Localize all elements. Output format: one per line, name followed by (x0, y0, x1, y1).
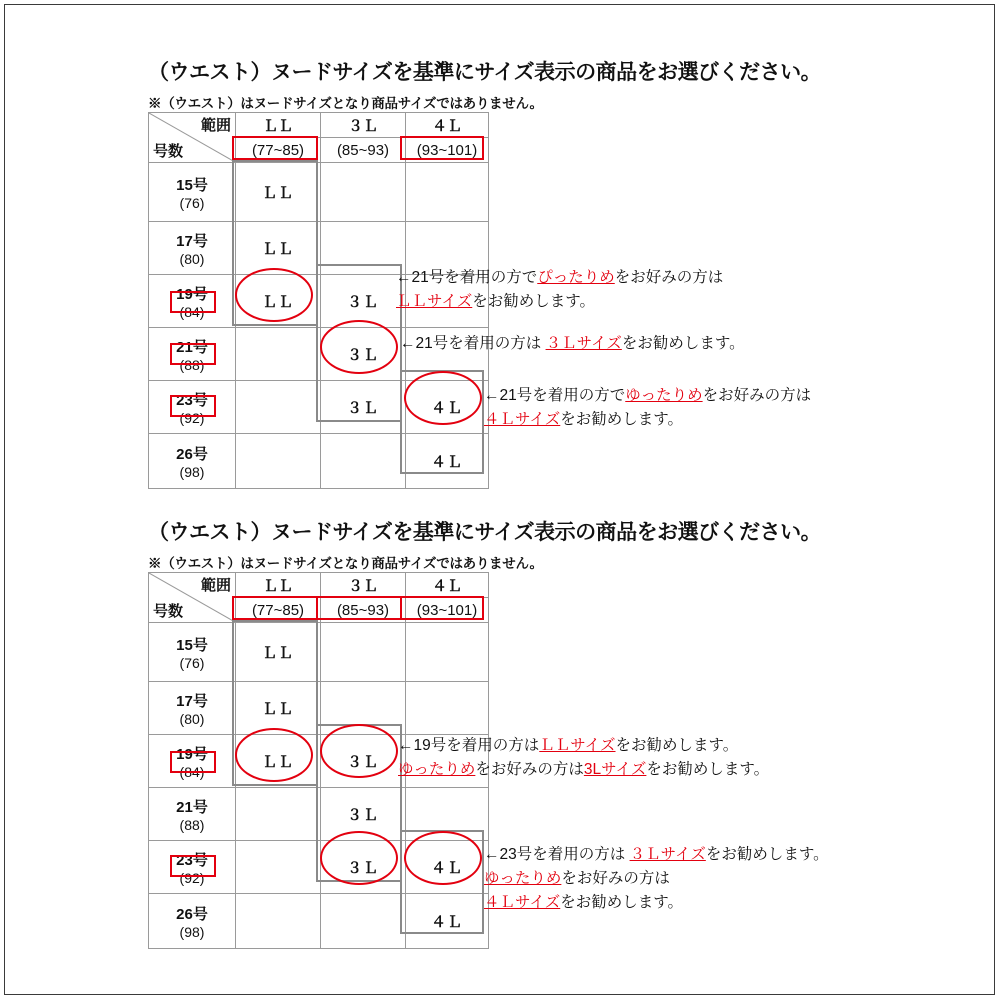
row-size: 23号 (176, 391, 208, 409)
recommend-ellipse-4l (404, 831, 482, 885)
note-seg: ←21号を着用の方は (400, 335, 546, 352)
row-nude: (92) (179, 409, 205, 426)
recommend-ellipse-4l (404, 371, 482, 425)
note-seg: ぴったりめ (537, 269, 615, 286)
note-seg: をお勧めします。 (560, 411, 684, 429)
note-seg: ４Ｌサイズ (484, 411, 561, 429)
note-seg: をお好みの方は (475, 761, 584, 779)
cell-4l (406, 682, 489, 735)
range-highlight-4l (400, 596, 484, 620)
note-line (484, 891, 829, 915)
cell-ll: ＬＬ (236, 735, 321, 788)
corner-top-label: 範囲 (200, 117, 231, 134)
note-line (484, 843, 829, 867)
row-nude: (80) (179, 250, 205, 267)
cell-3l: ３Ｌ (321, 381, 406, 434)
note-seg: をお勧めします。 (615, 737, 739, 754)
note-3 (484, 384, 811, 432)
note-line (398, 758, 769, 782)
range-highlight-ll (232, 136, 318, 160)
row-nude: (76) (179, 654, 205, 671)
cell-ll (236, 894, 321, 949)
table-header-row (149, 573, 489, 598)
note-line (400, 332, 745, 356)
col-header-ll: ＬＬ (236, 113, 321, 138)
table-row (149, 623, 489, 682)
nude-highlight-84 (170, 751, 216, 773)
row-nude: (84) (179, 763, 205, 780)
note-seg: ３Ｌサイズ (545, 335, 622, 352)
row-size: 19号 (176, 285, 208, 303)
cell-3l: ３Ｌ (321, 788, 406, 841)
note-2 (400, 332, 745, 356)
note-seg: ←21号を着用の方で (396, 269, 538, 286)
col-header-4l: ４Ｌ (406, 113, 489, 138)
note-seg: ３Ｌサイズ (629, 846, 706, 863)
corner-bottom-label: 号数 (153, 603, 184, 620)
note-1 (396, 266, 723, 314)
cell-3l (321, 894, 406, 949)
cell-3l: ３Ｌ (321, 275, 406, 328)
note-line (398, 734, 769, 758)
cell-3l: ３Ｌ (321, 735, 406, 788)
cell-4l: ４Ｌ (406, 381, 489, 434)
cell-ll (236, 788, 321, 841)
cell-3l: ３Ｌ (321, 841, 406, 894)
cell-ll (236, 328, 321, 381)
row-label-cell (149, 222, 236, 275)
note-seg: をお勧めします。 (560, 894, 684, 912)
recommend-ellipse-ll (235, 728, 313, 782)
table-corner (149, 573, 236, 623)
row-size: 17号 (176, 232, 208, 250)
note-seg: ＬＬサイズ (539, 737, 616, 754)
cell-3l (321, 623, 406, 682)
col-range-ll: (77~85) (236, 598, 321, 623)
row-size: 15号 (176, 636, 208, 654)
cell-4l: ４Ｌ (406, 841, 489, 894)
col-range-ll: (77~85) (236, 138, 321, 163)
note-line (396, 290, 723, 314)
recommend-ellipse-3l-19 (320, 724, 398, 778)
note-seg: をお好みの方は (561, 870, 670, 888)
nude-highlight-92 (170, 395, 216, 417)
note-seg: をお好みの方は (614, 269, 724, 286)
block-subtitle: ※（ウエスト）はヌードサイズとなり商品サイズではありません。 (148, 96, 543, 111)
cell-4l: ４Ｌ (406, 434, 489, 489)
cell-3l: ３Ｌ (321, 328, 406, 381)
row-nude: (92) (179, 869, 205, 886)
note-seg: をお勧めします。 (646, 761, 770, 779)
nude-highlight-88 (170, 343, 216, 365)
block-title: （ウエスト）ヌードサイズを基準にサイズ表示の商品をお選びください。 (148, 521, 822, 544)
col-range-4l: (93~101) (406, 138, 489, 163)
row-size: 21号 (176, 798, 208, 816)
note-line (396, 266, 723, 290)
corner-bottom-label: 号数 (153, 143, 184, 160)
row-label-cell (149, 788, 236, 841)
col-header-ll: ＬＬ (236, 573, 321, 598)
note-line (484, 408, 811, 432)
row-label-cell (149, 623, 236, 682)
row-label-cell (149, 434, 236, 489)
cell-ll: ＬＬ (236, 222, 321, 275)
note-1 (398, 734, 769, 782)
cell-3l (321, 434, 406, 489)
row-size: 26号 (176, 905, 208, 923)
row-size: 26号 (176, 445, 208, 463)
range-highlight-3l (316, 596, 402, 620)
row-size: 19号 (176, 745, 208, 763)
row-nude: (88) (179, 356, 205, 373)
row-label-cell (149, 163, 236, 222)
table-corner (149, 113, 236, 163)
row-label-cell (149, 894, 236, 949)
row-nude: (98) (179, 463, 205, 480)
col-range-3l: (85~93) (321, 138, 406, 163)
cell-ll: ＬＬ (236, 275, 321, 328)
row-size: 21号 (176, 338, 208, 356)
nude-highlight-84 (170, 291, 216, 313)
block-subtitle: ※（ウエスト）はヌードサイズとなり商品サイズではありません。 (148, 556, 543, 571)
row-nude: (98) (179, 923, 205, 940)
cell-ll: ＬＬ (236, 163, 321, 222)
col-header-3l: ３Ｌ (321, 573, 406, 598)
cell-ll: ＬＬ (236, 682, 321, 735)
note-seg: ＬＬサイズ (396, 293, 473, 311)
row-nude: (84) (179, 303, 205, 320)
cell-ll: ＬＬ (236, 623, 321, 682)
note-seg: ゆったりめ (484, 870, 562, 888)
row-size: 23号 (176, 851, 208, 869)
note-seg: ←23号を着用の方は (484, 846, 630, 863)
row-label-cell (149, 682, 236, 735)
note-seg: をお勧めします。 (472, 293, 596, 311)
note-2 (484, 843, 829, 915)
corner-top-label: 範囲 (200, 577, 231, 594)
row-size: 17号 (176, 692, 208, 710)
cell-ll (236, 381, 321, 434)
note-seg: ゆったりめ (398, 761, 476, 779)
range-highlight-ll (232, 596, 318, 620)
table-header-row (149, 113, 489, 138)
note-seg: をお好みの方は (702, 387, 812, 404)
note-seg: をお勧めします。 (621, 335, 745, 352)
nude-highlight-92 (170, 855, 216, 877)
cell-3l (321, 163, 406, 222)
recommend-ellipse-3l (320, 320, 398, 374)
cell-ll (236, 434, 321, 489)
recommend-ellipse-3l-23 (320, 831, 398, 885)
row-size: 15号 (176, 176, 208, 194)
note-seg: 3Lサイズ (583, 761, 647, 779)
note-seg: ４Ｌサイズ (484, 894, 561, 912)
row-nude: (76) (179, 194, 205, 211)
note-seg: ←19号を着用の方は (398, 737, 540, 754)
row-nude: (88) (179, 816, 205, 833)
cell-ll (236, 841, 321, 894)
note-seg: ←21号を着用の方で (484, 387, 626, 404)
note-seg: をお勧めします。 (705, 846, 829, 863)
range-highlight-4l (400, 136, 484, 160)
col-range-3l: (85~93) (321, 598, 406, 623)
table-row (149, 163, 489, 222)
cell-4l (406, 623, 489, 682)
row-nude: (80) (179, 710, 205, 727)
cell-4l: ４Ｌ (406, 894, 489, 949)
cell-4l (406, 163, 489, 222)
col-header-4l: ４Ｌ (406, 573, 489, 598)
col-range-4l: (93~101) (406, 598, 489, 623)
note-line (484, 384, 811, 408)
note-seg: ゆったりめ (625, 387, 703, 404)
block-title: （ウエスト）ヌードサイズを基準にサイズ表示の商品をお選びください。 (148, 61, 822, 84)
note-line (484, 867, 829, 891)
col-header-3l: ３Ｌ (321, 113, 406, 138)
recommend-ellipse-ll (235, 268, 313, 322)
